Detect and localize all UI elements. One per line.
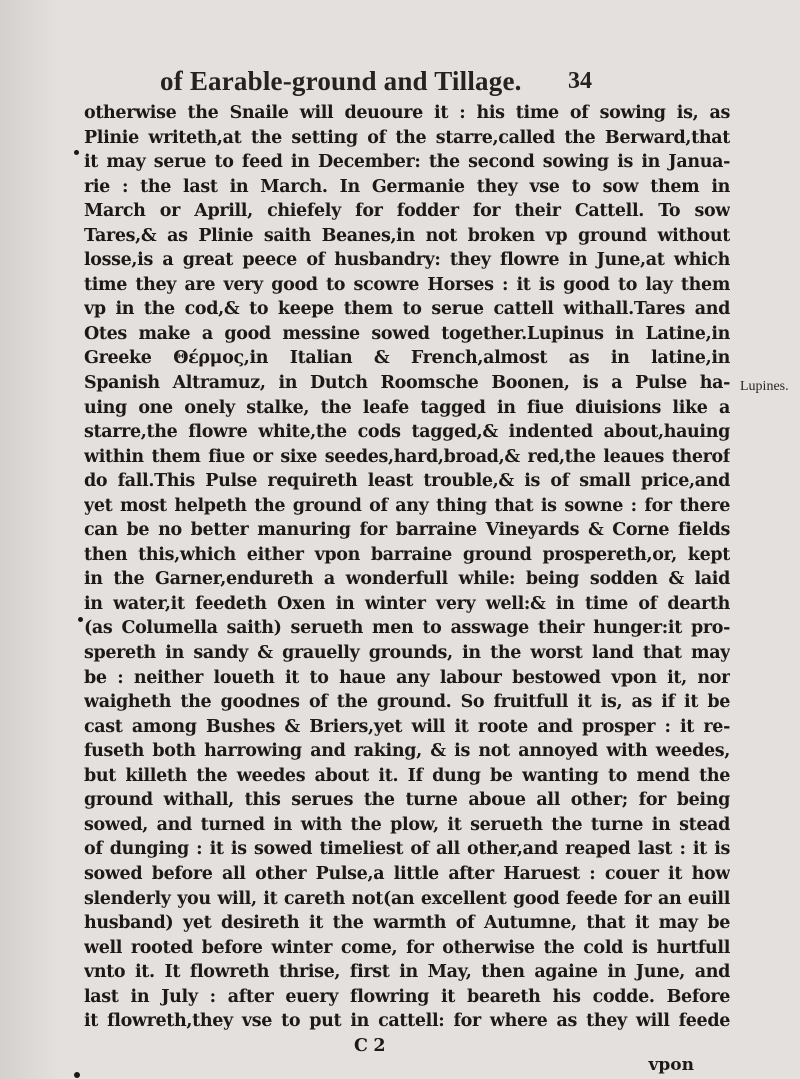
text-line: time they are very good to scowre Horses : it is good to lay them (84, 274, 730, 295)
text-line: losse,is a great peece of husbandry: they flowre in June,at which (84, 250, 730, 271)
text-line: husband) yet desireth it the warmth of Autumne, that it may be (84, 913, 730, 934)
text-line: last in July : after euery flowring it beareth his codde. Before (84, 986, 730, 1007)
text-line: otherwise the Snaile will deuoure it : his time of sowing is, as (84, 103, 730, 123)
text-line: within them fiue or sixe seedes,hard,broad,& red,the leaues therof (84, 446, 730, 467)
text-line: can be no better manuring for barraine Vineyards & Corne fields (84, 520, 730, 541)
text-line: yet most helpeth the ground of any thing that is sowne : for there (84, 495, 730, 516)
text-line: slenderly you will, it careth not(an excellent good feede for an euill (84, 888, 730, 909)
text-line: in the Garner,endureth a wonderfull while: being sodden & laid (84, 569, 730, 590)
text-line: (as Columella saith) serueth men to asswage their hunger:it pro- (84, 618, 730, 639)
text-line: Tares,& as Plinie saith Beanes,in not broken vp ground without (84, 225, 730, 246)
text-line: spereth in sandy & grauelly grounds, in the worst land that may (84, 643, 730, 664)
signature-mark: C 2 (354, 1035, 386, 1056)
text-line: well rooted before winter come, for otherwise the cold is hurtfull (84, 937, 730, 958)
text-line: it may serue to feed in December: the second sowing is in Janua- (84, 152, 730, 173)
running-head: of Earable-ground and Tillage. (160, 66, 522, 96)
text-line: cast among Bushes & Briers,yet will it roote and prosper : it re- (84, 716, 730, 737)
text-line: of dunging : it is sowed timeliest of all other,and reaped last : it is (84, 839, 730, 860)
text-line: then this,which either vpon barraine ground prospereth,or, kept (84, 544, 730, 565)
text-line: be : neither loueth it to haue any labour bestowed vpon it, nor (84, 667, 730, 688)
body-text (84, 101, 730, 1058)
text-line: vp in the cod,& to keepe them to serue cattell withall.Tares and (84, 299, 730, 320)
text-line: Greeke Θέρμος,in Italian & French,almost as in latine,in (84, 348, 730, 369)
ink-speck (78, 617, 83, 622)
text-line: starre,the flowre white,the cods tagged,& indented about,hauing (84, 422, 730, 443)
text-line: vnto it. It flowreth thrise, first in May, then againe in June, and (84, 962, 730, 983)
gutter-shadow (0, 0, 60, 1079)
text-line: Otes make a good messine sowed together.Lupinus in Latine,in (84, 323, 730, 344)
text-line: do fall.This Pulse requireth least trouble,& is of small price,and (84, 471, 730, 492)
margin-note: Lupines. (740, 379, 789, 394)
text-line: ground withall, this serues the turne aboue all other; for being (84, 790, 730, 811)
ink-speck (74, 1072, 80, 1078)
text-line: but killeth the weedes about it. If dung be wanting to mend the (84, 765, 730, 786)
page-number: 34 (568, 68, 592, 94)
text-line: Spanish Altramuz, in Dutch Roomsche Boonen, is a Pulse ha- (84, 373, 730, 394)
text-line: uing one onely stalke, the leafe tagged in fiue diuisions like a (84, 397, 730, 418)
text-line: March or Aprill, chiefely for fodder for their Cattell. To sow (84, 201, 730, 222)
text-line: sowed, and turned in with the plow, it serueth the turne in stead (84, 814, 730, 835)
text-line: Plinie writeth,at the setting of the starre,called the Berward,that (84, 127, 730, 148)
text-line: rie : the last in March. In Germanie they vse to sow them in (84, 176, 730, 197)
text-line: in water,it feedeth Oxen in winter very well:& in time of dearth (84, 593, 730, 614)
ink-speck (74, 150, 79, 155)
catchword: vpon (648, 1055, 694, 1075)
text-line: waigheth the goodnes of the ground. So fruitfull it is, as if it be (84, 692, 730, 713)
text-line: it flowreth,they vse to put in cattell: for where as they will feede (84, 1011, 730, 1032)
text-line: sowed before all other Pulse,a little after Haruest : couer it how (84, 863, 730, 884)
text-line: fuseth both harrowing and raking, & is not annoyed with weedes, (84, 741, 730, 762)
